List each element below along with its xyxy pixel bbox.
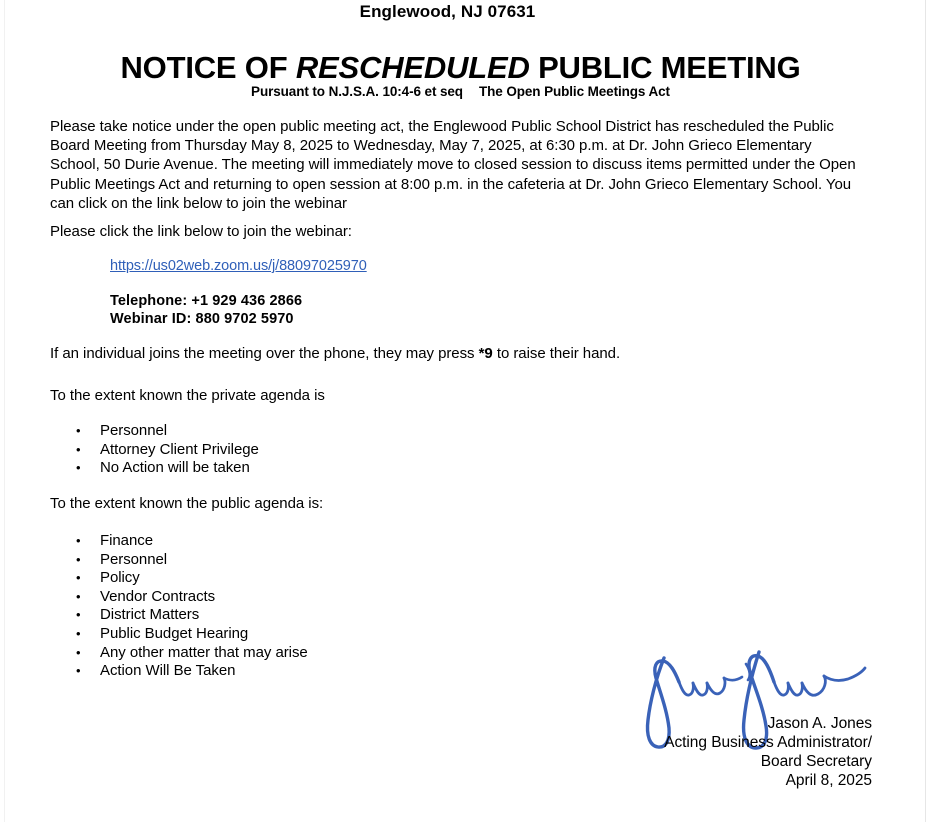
title-suffix: PUBLIC MEETING xyxy=(529,50,801,85)
list-item: • Public Budget Hearing xyxy=(50,625,470,644)
private-agenda-heading: To the extent known the private agenda is xyxy=(50,387,325,404)
signature-block xyxy=(560,648,880,808)
scan-edge-left-artifact xyxy=(4,0,5,822)
statute-act-name: The Open Public Meetings Act xyxy=(478,84,670,99)
join-webinar-instruction: Please click the link below to join the webinar: xyxy=(50,223,352,240)
city-state-zip-line: Englewood, NJ 07631 xyxy=(359,2,536,21)
public-agenda-list xyxy=(50,532,470,681)
list-item: • Action Will Be Taken xyxy=(50,662,470,681)
zoom-link-row xyxy=(110,258,367,274)
list-item: • Attorney Client Privilege xyxy=(50,441,470,460)
list-item: • Any other matter that may arise xyxy=(50,644,470,663)
notice-main-paragraph: Please take notice under the open public meeting act, the Englewood Public School District has rescheduled the Public Board Meeting from Thursday May 8, 2025 to Wednesday, May 7, 2025, at 6:30 p.m. at Dr. John Grieco Elementary School, 50 Durie Avenue. The meeting will immediately move to closed session to discuss items permitted under the Open Public Meetings Act and returning to open session at 8:00 p.m. in the cafeteria at Dr. John Grieco Elementary School. You can click on the link below to join the webinar xyxy=(50,118,856,212)
statute-citation: Pursuant to N.J.S.A. 10:4-6 et seq xyxy=(251,84,463,99)
signer-title-line-2: Board Secretary xyxy=(760,753,872,770)
signature-text-block xyxy=(560,714,872,790)
zoom-meeting-link[interactable]: https://us02web.zoom.us/j/88097025970 xyxy=(110,258,367,274)
dial-in-details xyxy=(110,292,302,328)
signer-name: Jason A. Jones xyxy=(767,715,872,732)
public-agenda-heading: To the extent known the public agenda is: xyxy=(50,495,324,512)
title-emphasis-rescheduled: RESCHEDULED xyxy=(295,50,530,85)
list-item: • No Action will be taken xyxy=(50,459,470,478)
signature-date: April 8, 2025 xyxy=(785,772,872,789)
telephone-line: Telephone: +1 929 436 2866 xyxy=(110,293,303,309)
list-item: • Vendor Contracts xyxy=(50,588,470,607)
list-item: • Personnel xyxy=(50,551,470,570)
list-item: • Personnel xyxy=(50,422,470,441)
raise-hand-suffix: to raise their hand. xyxy=(492,345,621,362)
statute-subtitle xyxy=(0,84,921,99)
raise-hand-prefix: If an individual joins the meeting over the phone, they may press xyxy=(50,345,479,362)
scan-edge-right-artifact xyxy=(925,0,926,822)
raise-hand-code: *9 xyxy=(478,345,493,362)
private-agenda-list xyxy=(50,422,470,478)
list-item: • Finance xyxy=(50,532,470,551)
signer-title-line-1: Acting Business Administrator/ xyxy=(664,734,872,751)
webinar-id-line: Webinar ID: 880 9702 5970 xyxy=(110,311,294,327)
list-item: • District Matters xyxy=(50,606,470,625)
page-title xyxy=(0,50,921,86)
raise-hand-instruction xyxy=(50,344,750,363)
list-item: • Policy xyxy=(50,569,470,588)
title-prefix: NOTICE OF xyxy=(120,50,296,85)
